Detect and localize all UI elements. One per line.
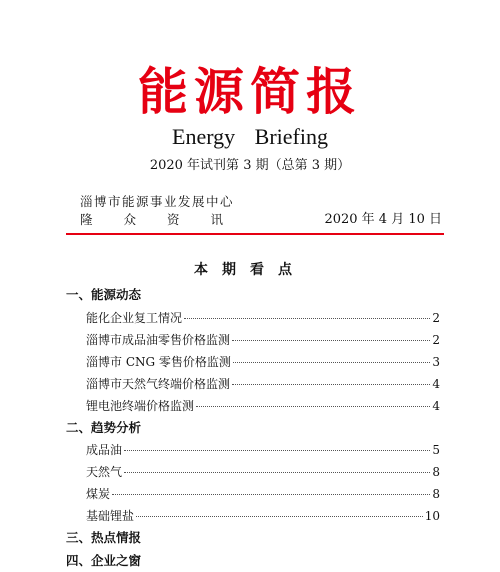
masthead-title: 能源简报: [138, 62, 362, 121]
toc-leader-dots: [232, 384, 430, 385]
toc-entry[interactable]: [66, 483, 440, 505]
toc-entry-label: 锂电池终端价格监测: [86, 398, 195, 413]
toc-leader-dots: [112, 494, 430, 495]
toc-entry-page: 8: [432, 465, 440, 479]
table-of-contents: [66, 284, 440, 572]
toc-section-heading: 一、能源动态: [66, 287, 142, 302]
toc-leader-dots: [124, 472, 430, 473]
toc-entry[interactable]: [66, 329, 440, 351]
toc-leader-dots: [184, 318, 430, 319]
toc-entry-page: 3: [432, 354, 440, 369]
publisher-name: 淄博市能源事业发展中心: [80, 194, 235, 209]
toc-entry[interactable]: [66, 373, 440, 395]
toc-entry-page: 8: [432, 487, 440, 501]
issue-line: 2020 年试刊第 3 期（总第 3 期）: [149, 158, 351, 173]
toc-entry-label: 淄博市 CNG 零售价格监测: [86, 354, 231, 369]
toc-entry[interactable]: [66, 351, 440, 373]
distributor-name: 隆众资讯: [80, 212, 255, 227]
toc-entry-page: 10: [424, 509, 440, 523]
toc-section-heading: 三、热点情报: [66, 530, 142, 545]
publication-date: 2020 年 4 月 10 日: [324, 212, 442, 227]
toc-section-heading: 二、趋势分析: [66, 419, 142, 435]
toc-entry-label: 成品油: [86, 443, 123, 457]
toc-entry[interactable]: [66, 439, 440, 461]
toc-entry-page: 5: [432, 443, 440, 457]
toc-leader-dots: [233, 362, 430, 363]
toc-entry-label: 淄博市天然气终端价格监测: [86, 376, 231, 391]
toc-entry-label: 能化企业复工情况: [86, 310, 183, 325]
toc-section-heading: 四、企业之窗: [66, 552, 142, 568]
toc-entry-page: 2: [432, 332, 440, 347]
toc-entry-label: 基础锂盐: [86, 509, 135, 523]
masthead-divider: [66, 233, 444, 235]
toc-entry[interactable]: [66, 505, 440, 527]
toc-title: 本期看点: [194, 262, 306, 278]
toc-entry[interactable]: [66, 461, 440, 483]
toc-entry-page: 4: [432, 376, 440, 391]
toc-entry-page: 4: [432, 398, 440, 413]
toc-entry[interactable]: [66, 395, 440, 417]
toc-entry-label: 煤炭: [86, 487, 111, 501]
toc-entry-label: 天然气: [86, 465, 123, 479]
toc-leader-dots: [232, 340, 430, 341]
masthead-subtitle: Energy Briefing: [172, 124, 328, 149]
toc-leader-dots: [136, 516, 423, 517]
toc-leader-dots: [124, 450, 430, 451]
toc-entry-page: 2: [432, 310, 440, 325]
toc-leader-dots: [196, 406, 430, 407]
toc-entry[interactable]: [66, 307, 440, 329]
toc-entry-label: 淄博市成品油零售价格监测: [86, 332, 231, 347]
